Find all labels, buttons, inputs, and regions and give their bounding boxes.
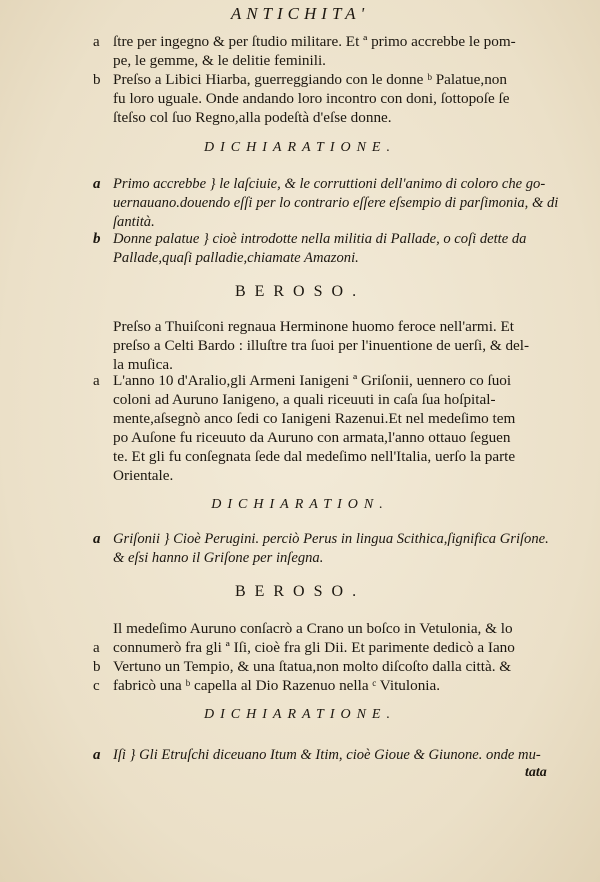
margin-note-letter: a bbox=[93, 531, 101, 547]
margin-note-letter: a bbox=[93, 747, 101, 763]
margin-note-letter: c bbox=[93, 678, 100, 694]
line-text: connumerò fra gli ª Iſi, cioè fra gli Dii. Et parimente dedicò a Iano bbox=[113, 639, 515, 656]
line-text: la muſica. bbox=[113, 356, 173, 373]
line-text: Vertuno un Tempio, & una ſtatua,non molto diſcoſto dalla città. & bbox=[113, 658, 512, 675]
section-heading: BEROSO. bbox=[234, 583, 366, 600]
line-text: fu loro uguale. Onde andando loro incontro con doni, ſottopoſe ſe bbox=[113, 90, 510, 107]
margin-note-letter: a bbox=[93, 34, 100, 50]
catchword: tata bbox=[525, 765, 547, 780]
line-text: Orientale. bbox=[113, 467, 174, 484]
line-text: pe, le gemme, & le delitie feminili. bbox=[113, 52, 326, 69]
margin-note-letter: a bbox=[93, 373, 100, 389]
line-text: po Auſone fu riceuuto da Auruno con armata,l'anno ottauo ſeguen bbox=[113, 429, 511, 446]
line-text: & eſsi hanno il Griſone per inſegna. bbox=[113, 550, 324, 566]
line-text: Donne palatue } cioè introdotte nella militia di Pallade, o coſi dette da bbox=[113, 231, 527, 247]
line-text: Pallade,quaſi palladie,chiamate Amazoni. bbox=[113, 250, 359, 266]
line-text: ſtre per ingegno & per ſtudio militare. Et ª primo accrebbe le pom- bbox=[113, 33, 516, 50]
line-text: preſso a Celti Bardo : illuſtre tra ſuoi per l'inuentione de uerſi, & del- bbox=[113, 337, 530, 354]
line-text: ſantità. bbox=[113, 214, 155, 230]
running-head: ANTICHITA' bbox=[230, 4, 370, 23]
line-text: Primo accrebbe } le laſciuie, & le corruttioni dell'animo di coloro che go- bbox=[113, 176, 546, 192]
margin-note-letter: a bbox=[93, 640, 100, 656]
line-text: coloni ad Auruno Ianigeno, a quali riceuuti in caſa ſua hoſpital- bbox=[113, 391, 496, 408]
line-text: ſteſso col ſuo Regno,alla podeſtà d'eſse donne. bbox=[113, 109, 392, 126]
line-text: fabricò una ᵇ capella al Dio Razenuo nella ᶜ Vitulonia. bbox=[113, 677, 441, 694]
margin-note-letter: b bbox=[93, 231, 101, 247]
line-text: Iſi } Gli Etruſchi diceuano Itum & Itim, cioè Gioue & Giunone. onde mu- bbox=[113, 747, 541, 763]
line-text: mente,aſsegnò anco ſedi co Ianigeni Razenui.Et nel medeſimo tem bbox=[113, 410, 516, 427]
line-text: Il medeſimo Auruno conſacrò a Crano un boſco in Vetulonia, & lo bbox=[113, 620, 513, 637]
line-text: Preſso a Libici Hiarba, guerreggiando con le donne ᵇ Palatue,non bbox=[113, 71, 507, 88]
line-text: Griſonii } Cioè Perugini. perciò Perus in lingua Scithica,ſignifica Griſone. bbox=[113, 531, 549, 547]
section-heading: DICHIARATIONE. bbox=[204, 707, 396, 722]
margin-note-letter: b bbox=[93, 72, 101, 88]
line-text: uernauano.douendo eſſi per lo contrario eſſere eſsempio di parſimonia, & di bbox=[113, 195, 559, 211]
line-text: te. Et gli fu conſegnata ſede dal medeſimo nell'Italia, uerſo la parte bbox=[113, 448, 516, 465]
section-heading: DICHIARATION. bbox=[211, 497, 389, 512]
section-heading: DICHIARATIONE. bbox=[204, 140, 396, 155]
margin-note-letter: a bbox=[93, 176, 101, 192]
line-text: L'anno 10 d'Aralio,gli Armeni Ianigeni ª Griſonii, uennero co ſuoi bbox=[113, 372, 512, 389]
line-text: Preſso a Thuiſconi regnaua Herminone huomo feroce nell'armi. Et bbox=[113, 318, 515, 335]
section-heading: BEROSO. bbox=[234, 283, 366, 300]
margin-note-letter: b bbox=[93, 659, 101, 675]
